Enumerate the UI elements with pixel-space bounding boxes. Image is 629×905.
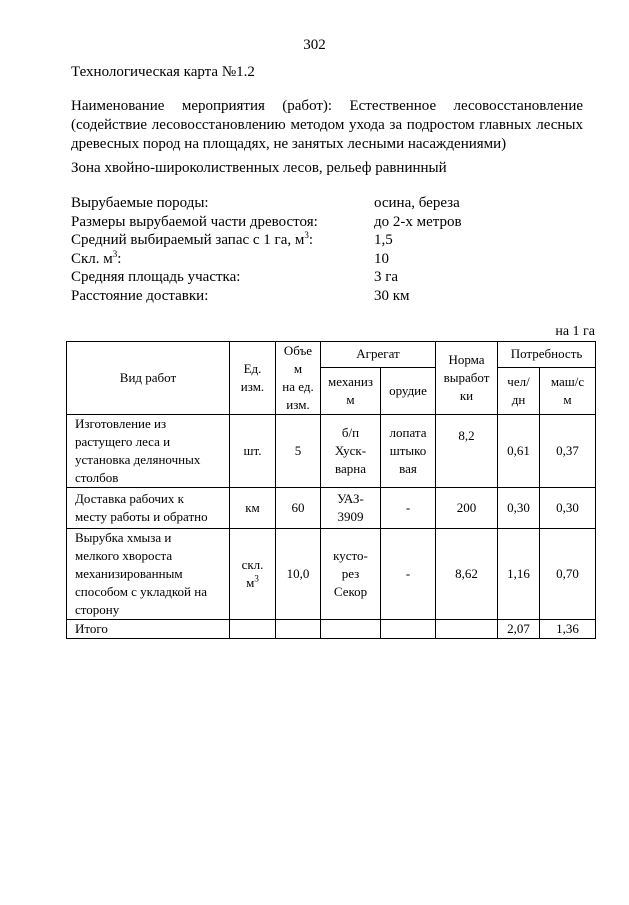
operations-table xyxy=(66,341,596,639)
param-label: Средняя площадь участка: xyxy=(71,269,241,286)
superscript: 3 xyxy=(254,573,259,584)
page-number: 302 xyxy=(303,37,326,53)
param-label-group xyxy=(71,250,121,269)
cell-mechanism: б/п Хуск- варна xyxy=(321,415,381,488)
total-person-days: 2,07 xyxy=(498,620,540,639)
cell-person-days: 0,30 xyxy=(498,488,540,529)
param-value: осина, береза xyxy=(374,195,460,211)
cell-empty xyxy=(276,620,321,639)
cell-empty xyxy=(436,620,498,639)
cell-volume: 10,0 xyxy=(276,529,321,620)
table-row xyxy=(67,529,596,620)
header-unit: Ед. изм. xyxy=(230,342,276,415)
cell-machine-shifts: 0,70 xyxy=(540,529,596,620)
header-person-days: чел/ дн xyxy=(498,367,540,414)
param-label: Вырубаемые породы: xyxy=(71,195,209,211)
cell-tool: - xyxy=(381,488,436,529)
cell-tool: лопата штыко вая xyxy=(381,415,436,488)
total-row xyxy=(67,620,596,639)
cell-work: Вырубка хмыза и мелкого хвороста механизированным способом с укладкой на сторону xyxy=(67,529,230,620)
cell-mechanism: кусто- рез Секор xyxy=(321,529,381,620)
param-label-group xyxy=(71,231,313,250)
cell-work: Доставка рабочих к месту работы и обратно xyxy=(67,488,230,529)
cell-volume: 60 xyxy=(276,488,321,529)
cell-norm: 8,2 xyxy=(436,415,498,488)
param-label: Расстояние доставки: xyxy=(71,287,209,304)
cell-unit: км xyxy=(230,488,276,529)
total-label: Итого xyxy=(67,620,230,639)
cell-machine-shifts: 0,30 xyxy=(540,488,596,529)
cell-unit: шт. xyxy=(230,415,276,488)
header-need: Потребность xyxy=(498,342,596,368)
header-row xyxy=(67,342,596,368)
cell-work: Изготовление из растущего леса и установка деляночных столбов xyxy=(67,415,230,488)
cell-mechanism: УАЗ- 3909 xyxy=(321,488,381,529)
unit-note: на 1 га xyxy=(555,324,595,339)
param-value: до 2-х метров xyxy=(374,213,462,230)
cell-norm: 200 xyxy=(436,488,498,529)
cell-person-days: 1,16 xyxy=(498,529,540,620)
param-label-tail: : xyxy=(308,232,314,249)
cell-volume: 5 xyxy=(276,415,321,488)
header-volume: Объе м на ед. изм. xyxy=(276,342,321,415)
param-value: 10 xyxy=(374,250,389,267)
cell-unit: скл. $м^3$ xyxy=(230,529,276,620)
param-label: Средний выбираемый запас с 1 га, м xyxy=(71,232,305,249)
header-norm: Норма выработ ки xyxy=(436,342,498,415)
param-value: 1,5 xyxy=(374,232,393,249)
cell-machine-shifts: 0,37 xyxy=(540,415,596,488)
header-work-type: Вид работ xyxy=(67,342,230,415)
cell-empty xyxy=(321,620,381,639)
header-tool: орудие xyxy=(381,367,436,414)
superscript: 3 xyxy=(112,248,118,259)
total-machine-shifts: 1,36 xyxy=(540,620,596,639)
superscript: 3 xyxy=(304,230,309,241)
zone-line: Зона хвойно-широколиственных лесов, рельеф равнинный xyxy=(71,160,447,176)
param-label-tail: : xyxy=(117,250,122,267)
activity-line-1: Наименование мероприятия (работ): Естественное лесовосстановление xyxy=(71,98,583,114)
cell-norm: 8,62 xyxy=(436,529,498,620)
table-row xyxy=(67,415,596,488)
cell-empty xyxy=(230,620,276,639)
param-value: 30 км xyxy=(374,287,410,304)
cell-person-days: 0,61 xyxy=(498,415,540,488)
param-value: 3 га xyxy=(374,269,399,286)
cell-empty xyxy=(381,620,436,639)
param-label: Скл. м xyxy=(71,250,113,267)
table-row xyxy=(67,488,596,529)
card-title: Технологическая карта №1.2 xyxy=(71,64,255,80)
header-mechanism: механиз м xyxy=(321,367,381,414)
cell-tool: - xyxy=(381,529,436,620)
header-aggregate: Агрегат xyxy=(321,342,436,368)
activity-line-3: древесных пород на площадях, не занятых лесными насаждениями) xyxy=(71,136,507,152)
param-label: Размеры вырубаемой части древостоя: xyxy=(71,213,318,230)
activity-line-2: (содействие лесовосстановлению методом ухода за подростом главных лесных xyxy=(71,117,583,133)
header-machine-shifts: маш/с м xyxy=(540,367,596,414)
